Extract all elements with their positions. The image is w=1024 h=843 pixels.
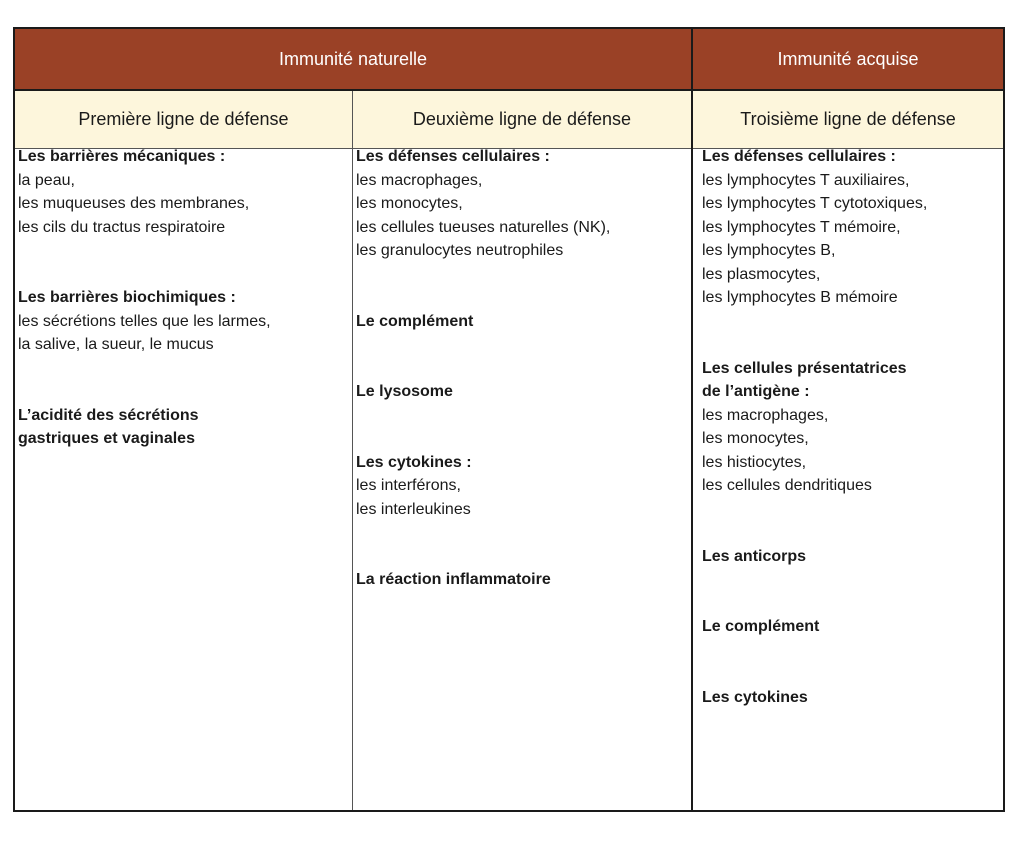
block-item: les cellules tueuses naturelles (NK), bbox=[356, 218, 611, 236]
defense-block bbox=[18, 404, 328, 451]
block-title: Les cytokines : bbox=[356, 453, 472, 471]
block-spacer bbox=[702, 498, 982, 545]
column-first-line bbox=[18, 145, 328, 451]
block-title: La réaction inflammatoire bbox=[356, 571, 551, 588]
block-item: les plasmocytes, bbox=[702, 265, 821, 283]
block-item: les interférons, bbox=[356, 477, 461, 494]
block-title: Les barrières mécaniques : bbox=[18, 148, 226, 165]
block-item: les lymphocytes T cytotoxiques, bbox=[702, 195, 928, 212]
header-acquired-immunity: Immunité acquise bbox=[777, 48, 919, 69]
block-spacer bbox=[356, 404, 666, 451]
block-item: les cils du tractus respiratoire bbox=[18, 218, 226, 236]
block-item: les granulocytes neutrophiles bbox=[356, 242, 564, 259]
block-item: les macrophages, bbox=[702, 406, 829, 424]
block-item: les interleukines bbox=[356, 500, 471, 518]
header-row bbox=[15, 29, 1003, 91]
subheader-row bbox=[15, 91, 1003, 149]
subheader-second-line: Deuxième ligne de défense bbox=[412, 109, 632, 129]
block-item: les monocytes, bbox=[356, 195, 463, 212]
block-spacer bbox=[702, 568, 982, 615]
block-spacer bbox=[356, 521, 666, 568]
block-title: L’acidité des sécrétions bbox=[18, 406, 199, 424]
block-spacer bbox=[356, 333, 666, 380]
block-spacer bbox=[356, 263, 666, 310]
block-item: la peau, bbox=[18, 171, 75, 189]
defense-block bbox=[356, 380, 666, 404]
block-title: Le lysosome bbox=[356, 383, 453, 400]
column-third-line bbox=[702, 145, 982, 709]
defense-block bbox=[702, 615, 982, 639]
defense-block bbox=[356, 310, 666, 334]
block-item: les monocytes, bbox=[702, 430, 809, 447]
block-title: gastriques et vaginales bbox=[18, 430, 195, 447]
block-item: les lymphocytes T auxiliaires, bbox=[702, 171, 910, 189]
block-spacer bbox=[18, 239, 328, 286]
block-item: les macrophages, bbox=[356, 171, 483, 189]
block-item: les lymphocytes T mémoire, bbox=[702, 218, 901, 236]
defense-block bbox=[356, 451, 666, 522]
block-title: de l’antigène : bbox=[702, 383, 810, 400]
block-spacer bbox=[702, 310, 982, 357]
column-divider bbox=[352, 91, 353, 810]
column-divider bbox=[691, 91, 693, 810]
block-title: Les anticorps bbox=[702, 547, 807, 565]
column-second-line bbox=[356, 145, 666, 592]
defense-block bbox=[356, 145, 666, 263]
defense-block bbox=[18, 286, 328, 357]
block-title: Les barrières biochimiques : bbox=[18, 289, 236, 306]
block-item: les muqueuses des membranes, bbox=[18, 195, 250, 212]
block-title: Le complément bbox=[702, 618, 820, 635]
block-item: les histiocytes, bbox=[702, 453, 807, 471]
subheader-first-line: Première ligne de défense bbox=[78, 109, 289, 129]
block-item: les cellules dendritiques bbox=[702, 477, 872, 494]
header-natural-immunity: Immunité naturelle bbox=[278, 48, 428, 69]
block-item: les lymphocytes B, bbox=[702, 242, 836, 259]
block-item: la salive, la sueur, le mucus bbox=[18, 336, 214, 353]
block-spacer bbox=[18, 357, 328, 404]
block-item: les sécrétions telles que les larmes, bbox=[18, 312, 271, 330]
defense-block bbox=[702, 145, 982, 310]
block-title: Les défenses cellulaires : bbox=[356, 148, 550, 165]
block-title: Les cellules présentatrices bbox=[702, 359, 907, 377]
defense-block bbox=[18, 145, 328, 239]
subheader-third-line: Troisième ligne de défense bbox=[740, 109, 956, 129]
block-spacer bbox=[702, 639, 982, 686]
block-title: Le complément bbox=[356, 312, 474, 330]
defense-block bbox=[702, 686, 982, 710]
block-item: les lymphocytes B mémoire bbox=[702, 289, 898, 306]
defense-block bbox=[702, 545, 982, 569]
block-title: Les défenses cellulaires : bbox=[702, 148, 896, 165]
block-title: Les cytokines bbox=[702, 688, 808, 706]
defense-block bbox=[702, 357, 982, 498]
defense-block bbox=[356, 568, 666, 592]
